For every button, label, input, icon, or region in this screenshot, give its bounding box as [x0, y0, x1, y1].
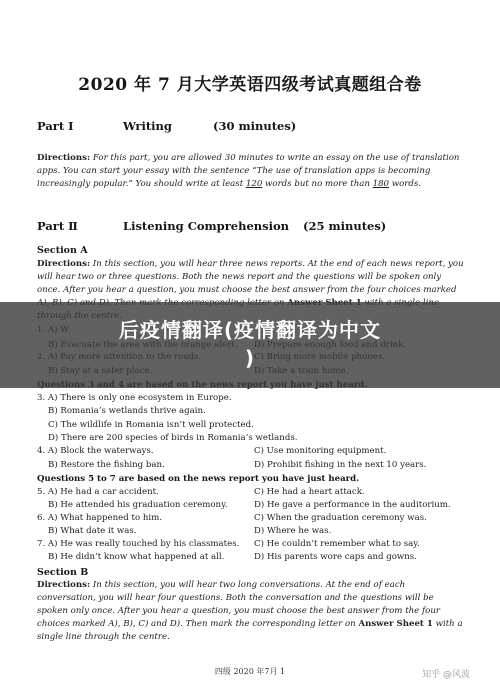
q4-option-d: D) Prohibit fishing in the next 10 years. [254, 460, 427, 470]
q3-option-b: B) Romania’s wetlands thrive again. [48, 406, 206, 416]
overlay-title-line1: 后疫情翻译(疫情翻译为中文 [118, 318, 382, 342]
q3-option-c: C) The wildlife in Romania isn’t well protected. [48, 420, 254, 430]
q7-option-b: B) He didn’t know what happened at all. [48, 552, 225, 562]
q4-option-b: B) Restore the fishing ban. [48, 460, 165, 470]
q4-option-a: 4. A) Block the waterways. [37, 446, 154, 456]
q6-option-b: B) What date it was. [48, 526, 137, 536]
q6-option-d: D) Where he was. [254, 526, 332, 536]
section-a-heading: Section A [37, 245, 88, 256]
q5-option-c: C) He had a heart attack. [254, 487, 365, 497]
part2-time: (25 minutes) [303, 219, 387, 233]
title-overlay-banner [0, 302, 500, 388]
page-footer: 四级 2020 年7月 1 [214, 667, 286, 676]
q7-option-c: C) He couldn’t remember what to say. [254, 539, 420, 549]
directions-writing: Directions: For this part, you are allowed 30 minutes to write an essay on the use of translation apps. You can start your essay with the sentence “The use of translation apps is becoming increasingly popular.” You should write at least 120 words but no more than 180 words. [37, 153, 460, 189]
q3-option-a: 3. A) There is only one ecosystem in Europe. [37, 393, 232, 403]
q5-option-b: B) He attended his graduation ceremony. [48, 500, 228, 510]
overlay-title [0, 316, 500, 372]
part1-name: Writing [123, 119, 172, 133]
directions-section-a: Directions: In this section, you will hear three news reports. At the end of each news report, you will hear two or three questions. Both the news report and the questions will be spoken only once. After you hear a question, you must choose the best answer from the four choices marked [37, 259, 464, 295]
part1-time: (30 minutes) [213, 119, 297, 133]
q7-option-a: 7. A) He was really touched by his classmates. [37, 539, 240, 549]
q3-option-d: D) There are 200 species of birds in Romania’s wetlands. [48, 433, 298, 443]
part2-label: Part Ⅱ [37, 219, 78, 233]
questions-5-7-heading: Questions 5 to 7 are based on the news report you have just heard. [37, 474, 360, 484]
q6-option-a: 6. A) What happened to him. [37, 513, 163, 523]
directions-lead: Directions: [37, 153, 91, 163]
section-b-heading: Section B [37, 567, 89, 578]
part2-name: Listening Comprehension [123, 219, 290, 233]
exam-title: 2020 年 7 月大学英语四级考试真题组合卷 [78, 75, 422, 95]
q6-option-c: C) When the graduation ceremony was. [254, 513, 427, 523]
directions-section-b: Directions: In this section, you will hear two long conversations. At the end of each conversation, you will hear four questions. Both the conversation and the questions will be spoken only once. After you hear a question, you must choose the best answer from the four choices marked A), B), C) and D). Then mark the corresponding letter on Answer Sheet 1 with a single line through the centre. [37, 580, 463, 642]
watermark: 知乎 @风波 [422, 670, 470, 680]
q5-option-d: D) He gave a performance in the auditorium. [254, 500, 451, 510]
q4-option-c: C) Use monitoring equipment. [254, 446, 387, 456]
overlay-title-line2: ) [244, 346, 256, 370]
part1-label: Part Ⅰ [37, 119, 74, 133]
q5-option-a: 5. A) He had a car accident. [37, 487, 159, 497]
q7-option-d: D) His parents wore caps and gowns. [254, 552, 417, 562]
